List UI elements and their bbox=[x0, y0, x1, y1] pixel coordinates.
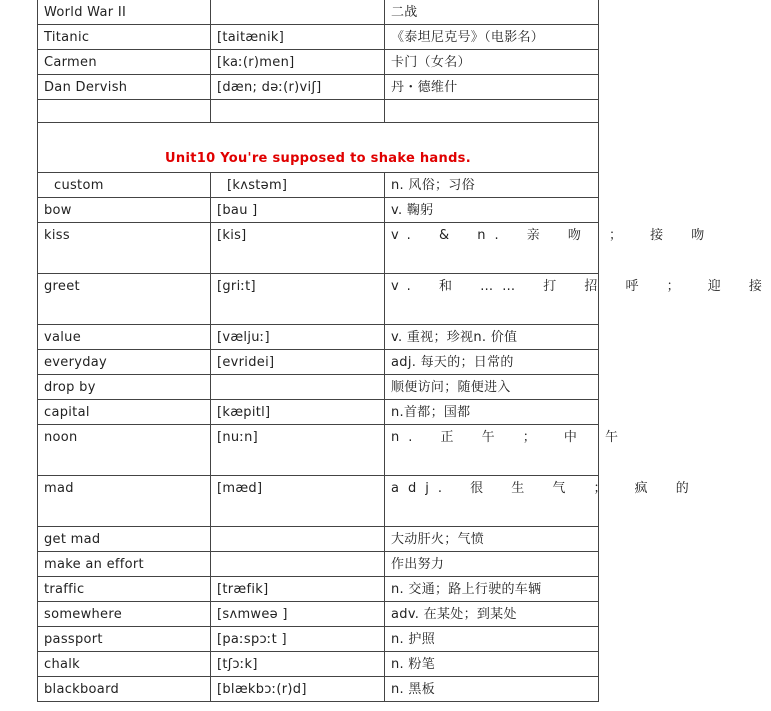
table-row bbox=[38, 325, 599, 350]
word-cell: greet bbox=[38, 274, 211, 325]
phonetic-cell: [kaː(r)men] bbox=[211, 50, 385, 75]
phonetic-cell bbox=[211, 0, 385, 25]
table-row bbox=[38, 375, 599, 400]
table-row bbox=[38, 552, 599, 577]
meaning-cell: n. 粉笔 bbox=[385, 652, 599, 677]
word-cell: Carmen bbox=[38, 50, 211, 75]
unit-header-row bbox=[38, 123, 599, 173]
word-cell: mad bbox=[38, 476, 211, 527]
word-cell: capital bbox=[38, 400, 211, 425]
phonetic-cell: [kʌstəm] bbox=[211, 173, 385, 198]
meaning-cell: v. & n. 亲 吻 ； 接 吻 bbox=[385, 223, 599, 274]
phonetic-cell: [kæpitl] bbox=[211, 400, 385, 425]
phonetic-cell bbox=[211, 552, 385, 577]
meaning-cell: v. 重视；珍视n. 价值 bbox=[385, 325, 599, 350]
word-cell: kiss bbox=[38, 223, 211, 274]
phonetic-cell: [kis] bbox=[211, 223, 385, 274]
meaning-cell: 大动肝火；气愤 bbox=[385, 527, 599, 552]
table-row bbox=[38, 25, 599, 50]
table-row bbox=[38, 274, 599, 325]
table-row bbox=[38, 198, 599, 223]
word-cell: get mad bbox=[38, 527, 211, 552]
meaning-cell: adj. 很 生 气 ； 疯 的 bbox=[385, 476, 599, 527]
word-cell: blackboard bbox=[38, 677, 211, 702]
phonetic-cell: [blækbɔː(r)d] bbox=[211, 677, 385, 702]
vocabulary-table bbox=[37, 0, 771, 702]
meaning-cell: 二战 bbox=[385, 0, 599, 25]
meaning-cell: n. 交通；路上行驶的车辆 bbox=[385, 577, 599, 602]
table-row bbox=[38, 425, 599, 476]
table-row bbox=[38, 75, 599, 100]
word-cell: passport bbox=[38, 627, 211, 652]
meaning-cell: 顺便访问；随便进入 bbox=[385, 375, 599, 400]
table-row bbox=[38, 627, 599, 652]
meaning-cell: n. 黑板 bbox=[385, 677, 599, 702]
word-cell: World War II bbox=[38, 0, 211, 25]
meaning-cell: v. 和 …… 打 招 呼 ； 迎 接 bbox=[385, 274, 599, 325]
table-row bbox=[38, 223, 599, 274]
meaning-cell: n. 风俗；习俗 bbox=[385, 173, 599, 198]
phonetic-cell: [bau ] bbox=[211, 198, 385, 223]
phonetic-cell bbox=[211, 375, 385, 400]
phonetic-cell: [mæd] bbox=[211, 476, 385, 527]
table-row bbox=[38, 50, 599, 75]
meaning-cell: n.首都；国都 bbox=[385, 400, 599, 425]
empty-cell bbox=[385, 100, 599, 123]
table-row bbox=[38, 476, 599, 527]
table-row bbox=[38, 173, 599, 198]
phonetic-cell: [dæn; dəː(r)viʃ] bbox=[211, 75, 385, 100]
empty-cell bbox=[211, 100, 385, 123]
phonetic-cell: [sʌmweə ] bbox=[211, 602, 385, 627]
vocabulary-table-body bbox=[38, 0, 771, 702]
meaning-cell: 卡门（女名） bbox=[385, 50, 599, 75]
table-row bbox=[38, 527, 599, 552]
meaning-cell: n. 护照 bbox=[385, 627, 599, 652]
table-row bbox=[38, 577, 599, 602]
word-cell: bow bbox=[38, 198, 211, 223]
phonetic-cell: [væljuː] bbox=[211, 325, 385, 350]
word-cell: somewhere bbox=[38, 602, 211, 627]
word-cell: noon bbox=[38, 425, 211, 476]
word-cell: Titanic bbox=[38, 25, 211, 50]
phonetic-cell: [tʃɔːk] bbox=[211, 652, 385, 677]
phonetic-cell: [træfik] bbox=[211, 577, 385, 602]
table-row bbox=[38, 350, 599, 375]
meaning-cell: 《泰坦尼克号》（电影名） bbox=[385, 25, 599, 50]
meaning-cell: n. 正 午 ； 中 午 bbox=[385, 425, 599, 476]
table-row bbox=[38, 652, 599, 677]
unit-title: Unit10 You're supposed to shake hands. bbox=[38, 123, 599, 173]
meaning-cell: adv. 在某处；到某处 bbox=[385, 602, 599, 627]
meaning-cell: v. 鞠躬 bbox=[385, 198, 599, 223]
phonetic-cell: [taitænik] bbox=[211, 25, 385, 50]
word-cell: everyday bbox=[38, 350, 211, 375]
table-row bbox=[38, 0, 599, 25]
phonetic-cell: [griːt] bbox=[211, 274, 385, 325]
meaning-cell: 丹・德维什 bbox=[385, 75, 599, 100]
table-row bbox=[38, 677, 599, 702]
table-row bbox=[38, 400, 599, 425]
table-row bbox=[38, 602, 599, 627]
word-cell: custom bbox=[38, 173, 211, 198]
phonetic-cell: [evridei] bbox=[211, 350, 385, 375]
word-cell: value bbox=[38, 325, 211, 350]
meaning-cell: adj. 每天的；日常的 bbox=[385, 350, 599, 375]
word-cell: traffic bbox=[38, 577, 211, 602]
meaning-cell: 作出努力 bbox=[385, 552, 599, 577]
word-cell: make an effort bbox=[38, 552, 211, 577]
phonetic-cell: [paːspɔːt ] bbox=[211, 627, 385, 652]
blank-row bbox=[38, 100, 599, 123]
word-cell: Dan Dervish bbox=[38, 75, 211, 100]
phonetic-cell: [nuːn] bbox=[211, 425, 385, 476]
phonetic-cell bbox=[211, 527, 385, 552]
empty-cell bbox=[38, 100, 211, 123]
word-cell: drop by bbox=[38, 375, 211, 400]
word-cell: chalk bbox=[38, 652, 211, 677]
